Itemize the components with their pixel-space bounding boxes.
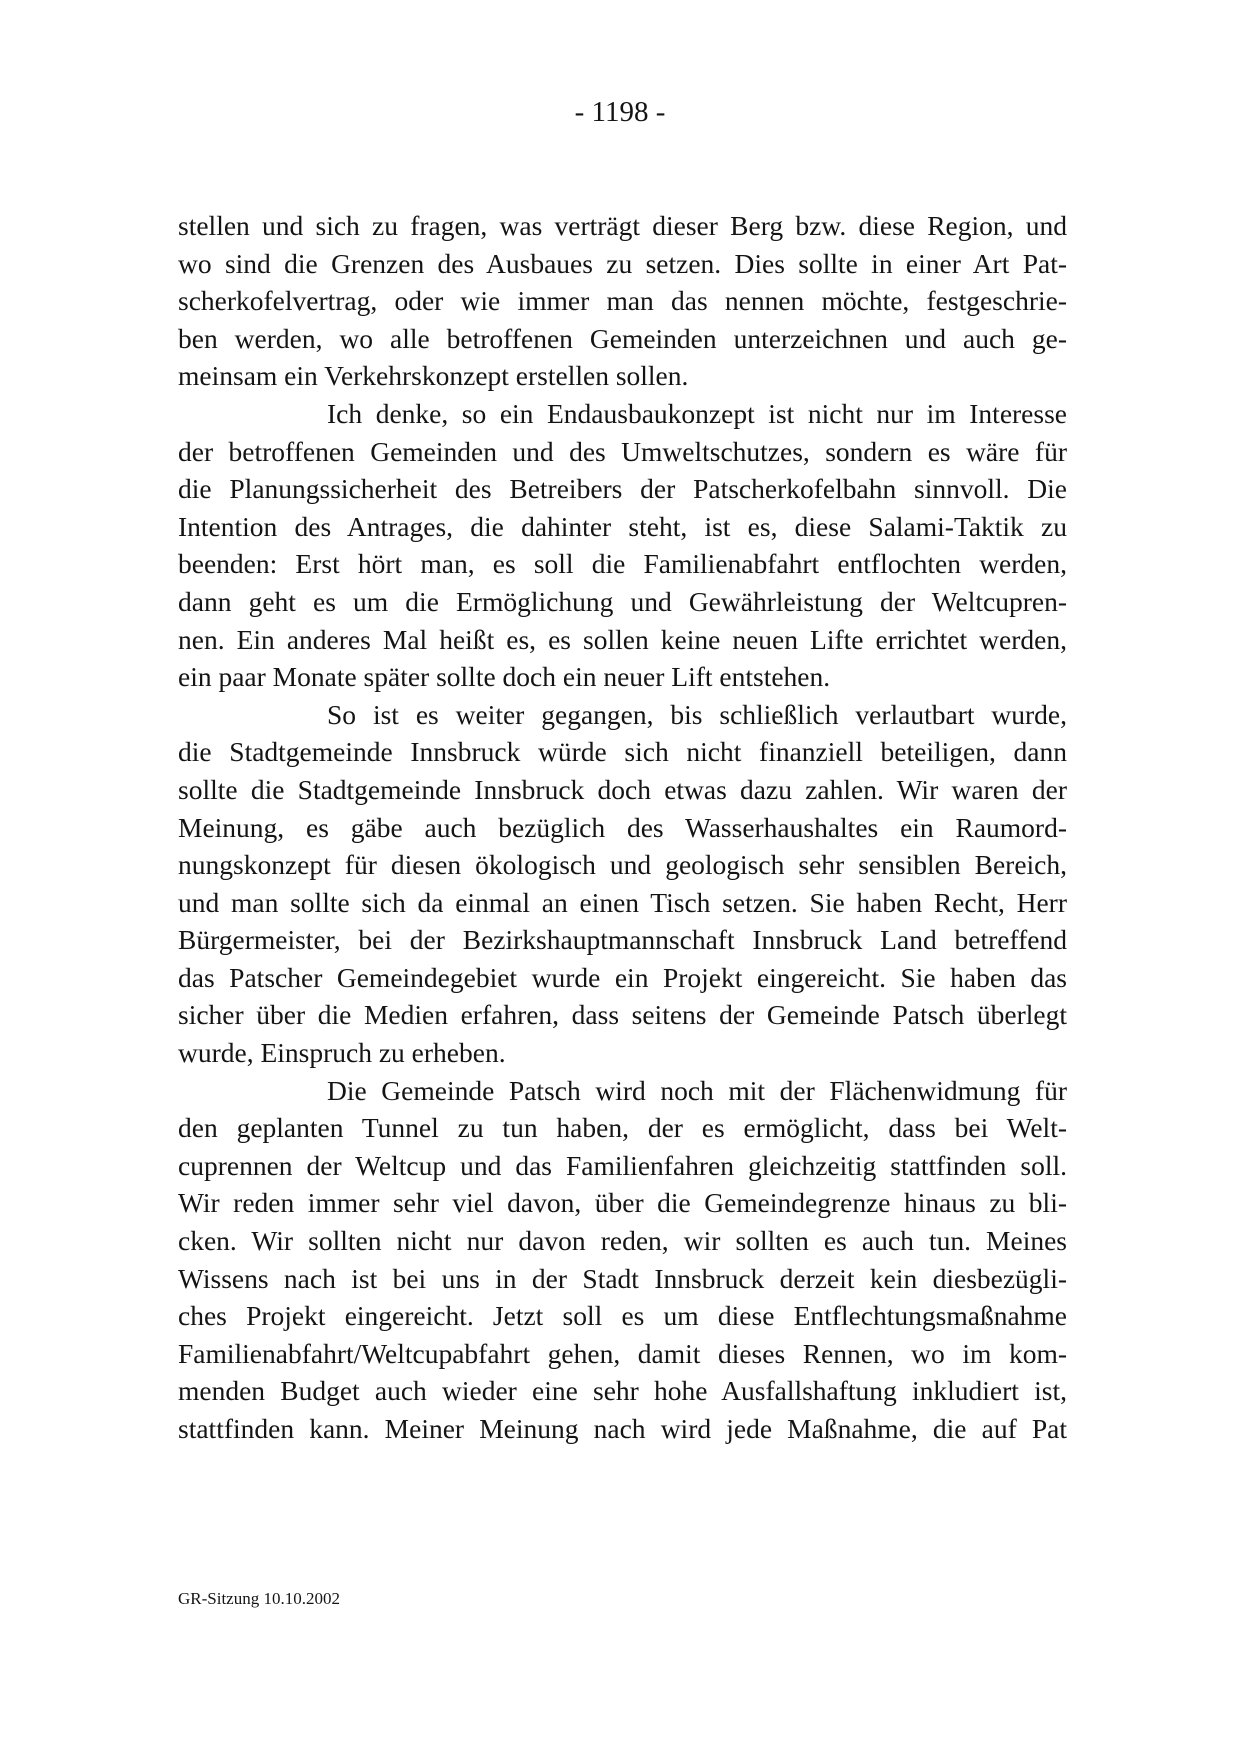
text-line: Wissens nach ist bei uns in der Stadt Innsbruck derzeit kein diesbezügli- [178, 1262, 1067, 1294]
text-line: sicher über die Medien erfahren, dass seitens der Gemeinde Patsch überlegt [178, 999, 1067, 1031]
text-line: den geplanten Tunnel zu tun haben, der es ermöglicht, dass bei Welt- [178, 1112, 1067, 1144]
text-line: stellen und sich zu fragen, was verträgt dieser Berg bzw. diese Region, und [178, 210, 1067, 241]
text-line: wurde, Einspruch zu erheben. [178, 1037, 506, 1069]
text-line: scherkofelvertrag, oder wie immer man das nennen möchte, festgeschrie- [178, 285, 1067, 317]
text-line: Meinung, es gäbe auch bezüglich des Wasserhaushaltes ein Raumord- [178, 811, 1067, 843]
text-line: wo sind die Grenzen des Ausbaues zu setzen. Dies sollte in einer Art Pat- [178, 247, 1067, 279]
text-line: sollte die Stadtgemeinde Innsbruck doch etwas dazu zahlen. Wir waren der [178, 773, 1067, 805]
text-line: Die Gemeinde Patsch wird noch mit der Flächenwidmung für [327, 1074, 1067, 1106]
paragraph-3 [178, 696, 1067, 1072]
text-line: cuprennen der Weltcup und das Familienfahren gleichzeitig stattfinden soll. [178, 1149, 1067, 1181]
text-line: dann geht es um die Ermöglichung und Gewährleistung der Weltcupren- [178, 585, 1067, 617]
text-line: Wir reden immer sehr viel davon, über die Gemeindegrenze hinaus zu bli- [178, 1187, 1067, 1219]
text-line: die Stadtgemeinde Innsbruck würde sich nicht finanziell beteiligen, dann [178, 736, 1067, 768]
text-line: Intention des Antrages, die dahinter steht, ist es, diese Salami-Taktik zu [178, 510, 1067, 542]
text-line: So ist es weiter gegangen, bis schließlich verlautbart wurde, [327, 698, 1067, 730]
text-line: nungskonzept für diesen ökologisch und geologisch sehr sensiblen Bereich, [178, 849, 1067, 881]
text-line: die Planungssicherheit des Betreibers der Patscherkofelbahn sinnvoll. Die [178, 473, 1067, 505]
footer-session-date: GR-Sitzung 10.10.2002 [178, 1589, 340, 1608]
page-number: - 1198 - [574, 96, 666, 128]
text-line: ches Projekt eingereicht. Jetzt soll es um diese Entflechtungsmaßnahme [178, 1300, 1067, 1332]
text-line: Bürgermeister, bei der Bezirkshauptmannschaft Innsbruck Land betreffend [178, 924, 1067, 956]
text-line: meinsam ein Verkehrskonzept erstellen sollen. [178, 360, 689, 392]
paragraph-2 [178, 395, 1067, 696]
text-line: Ich denke, so ein Endausbaukonzept ist nicht nur im Interesse [327, 397, 1067, 429]
text-line: ein paar Monate später sollte doch ein neuer Lift entstehen. [178, 661, 831, 693]
text-line: stattfinden kann. Meiner Meinung nach wird jede Maßnahme, die auf Pat [178, 1413, 1067, 1444]
text-line: Familienabfahrt/Weltcupabfahrt gehen, damit dieses Rennen, wo im kom- [178, 1337, 1067, 1369]
text-line: cken. Wir sollten nicht nur davon reden, wir sollten es auch tun. Meines [178, 1225, 1067, 1257]
text-line: ben werden, wo alle betroffenen Gemeinden unterzeichnen und auch ge- [178, 322, 1067, 354]
text-line: nen. Ein anderes Mal heißt es, es sollen keine neuen Lifte errichtet werden, [178, 623, 1067, 655]
text-line: und man sollte sich da einmal an einen Tisch setzen. Sie haben Recht, Herr [178, 886, 1067, 918]
text-line: der betroffenen Gemeinden und des Umweltschutzes, sondern es wäre für [178, 435, 1067, 467]
body-text [178, 207, 1067, 1448]
paragraph-4 [178, 1072, 1067, 1448]
text-line: das Patscher Gemeindegebiet wurde ein Projekt eingereicht. Sie haben das [178, 961, 1067, 993]
text-line: beenden: Erst hört man, es soll die Familienabfahrt entflochten werden, [178, 548, 1067, 580]
paragraph-1 [178, 207, 1067, 395]
text-line: menden Budget auch wieder eine sehr hohe Ausfallshaftung inkludiert ist, [178, 1375, 1067, 1407]
